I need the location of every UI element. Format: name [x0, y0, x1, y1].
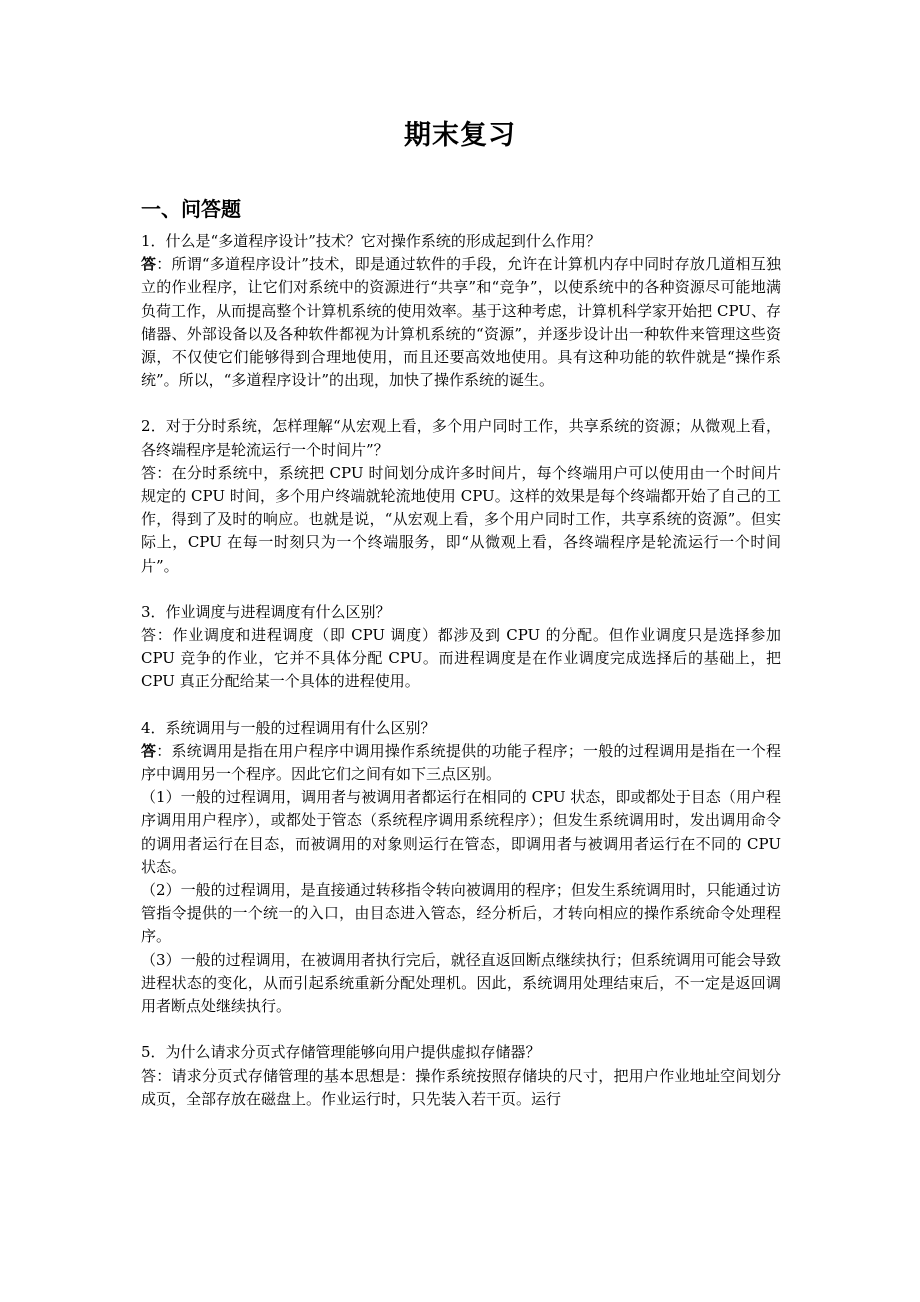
answer-body: ：请求分页式存储管理的基本思想是：操作系统按照存储块的尺寸，把用户作业地址空间划分成页，全部存放在磁盘上。作业运行时，只先装入若干页。运行	[141, 1066, 781, 1108]
qa-list	[141, 230, 781, 1134]
answer-label: 答	[141, 626, 157, 645]
qa-item-5	[141, 1041, 781, 1111]
answer-point-3: （3）一般的过程调用，在被调用者执行完后，就径直返回断点继续执行；但系统调用可能会导致进程状态的变化，从而引起系统重新分配处理机。因此，系统调用处理结束后，不一定是返回调用者断点处继续执行。	[141, 950, 781, 1016]
answer-body: ：作业调度和进程调度（即 CPU 调度）都涉及到 CPU 的分配。但作业调度只是选择参加 CPU 竞争的作业，它并不具体分配 CPU。而进程调度是在作业调度完成选择后的基础上，把 CPU 真正分配给某一个具体的进程使用。	[141, 626, 781, 691]
question-text: 2．对于分时系统，怎样理解“从宏观上看，多个用户同时工作，共享系统的资源；从微观上看，各终端程序是轮流运行一个时间片”？	[141, 417, 781, 459]
qa-item-4	[141, 717, 781, 1019]
answer-body: ：在分时系统中，系统把 CPU 时间划分成许多时间片，每个终端用户可以使用由一个时间片规定的 CPU 时间，多个用户终端就轮流地使用 CPU。这样的效果是每个终端都开始了自己的工作，得到了及时的响应。也就是说，“从宏观上看，多个用户同时工作，共享系统的资源”。但实际上，CPU 在每一时刻只为一个终端服务，即“从微观上看，各终端程序是轮流运行一个时间片”。	[141, 463, 781, 575]
question-text: 1．什么是“多道程序设计”技术？它对操作系统的形成起到什么作用？	[141, 232, 601, 250]
answer-point-1: （1）一般的过程调用，调用者与被调用者都运行在相同的 CPU 状态，即或都处于目态（用户程序调用用户程序），或都处于管态（系统程序调用系统程序）；但发生系统调用时，发出调用命令的调用者运行在目态，而被调用的对象则运行在管态，即调用者与被调用者运行在不同的 CPU 状态。	[141, 788, 781, 876]
answer-body: ：系统调用是指在用户程序中调用操作系统提供的功能子程序；一般的过程调用是指在一个程序中调用另一个程序。因此它们之间有如下三点区别。	[141, 741, 781, 784]
answer-text	[141, 253, 781, 392]
qa-item-1	[141, 230, 781, 392]
answer-body: ：所谓“多道程序设计”技术，即是通过软件的手段，允许在计算机内存中同时存放几道相互独立的作业程序，让它们对系统中的资源进行“共享”和“竞争”，以使系统中的各种资源尽可能地满负荷工作，从而提高整个计算机系统的使用效率。基于这种考虑，计算机科学家开始把 CPU、存储器、外部设备以及各种软件都视为计算机系统的“资源”，并逐步设计出一种软件来管理这些资源，不仅使它们能够得到合理地使用，而且还要高效地使用。具有这种功能的软件就是“操作系统”。所以，“多道程序设计”的出现，加快了操作系统的诞生。	[141, 255, 781, 390]
answer-label: 答	[141, 741, 157, 760]
answer-point-2: （2）一般的过程调用，是直接通过转移指令转向被调用的程序；但发生系统调用时，只能通过访管指令提供的一个统一的入口，由目态进入管态，经分析后，才转向相应的操作系统命令处理程序。	[141, 881, 781, 946]
answer-text	[141, 740, 781, 786]
qa-item-3	[141, 601, 781, 694]
answer-text	[141, 624, 781, 694]
section-heading: 一、问答题	[141, 197, 241, 221]
answer-label: 答	[141, 463, 157, 482]
answer-label: 答	[141, 255, 157, 274]
answer-label: 答	[141, 1066, 157, 1085]
question-text: 4．系统调用与一般的过程调用有什么区别？	[141, 718, 436, 737]
page-title: 期末复习	[404, 120, 516, 151]
answer-text	[141, 462, 781, 578]
question-text: 5．为什么请求分页式存储管理能够向用户提供虚拟存储器？	[141, 1043, 541, 1062]
question-text: 3．作业调度与进程调度有什么区别？	[141, 602, 391, 621]
qa-item-2	[141, 415, 781, 577]
answer-text	[141, 1065, 781, 1111]
